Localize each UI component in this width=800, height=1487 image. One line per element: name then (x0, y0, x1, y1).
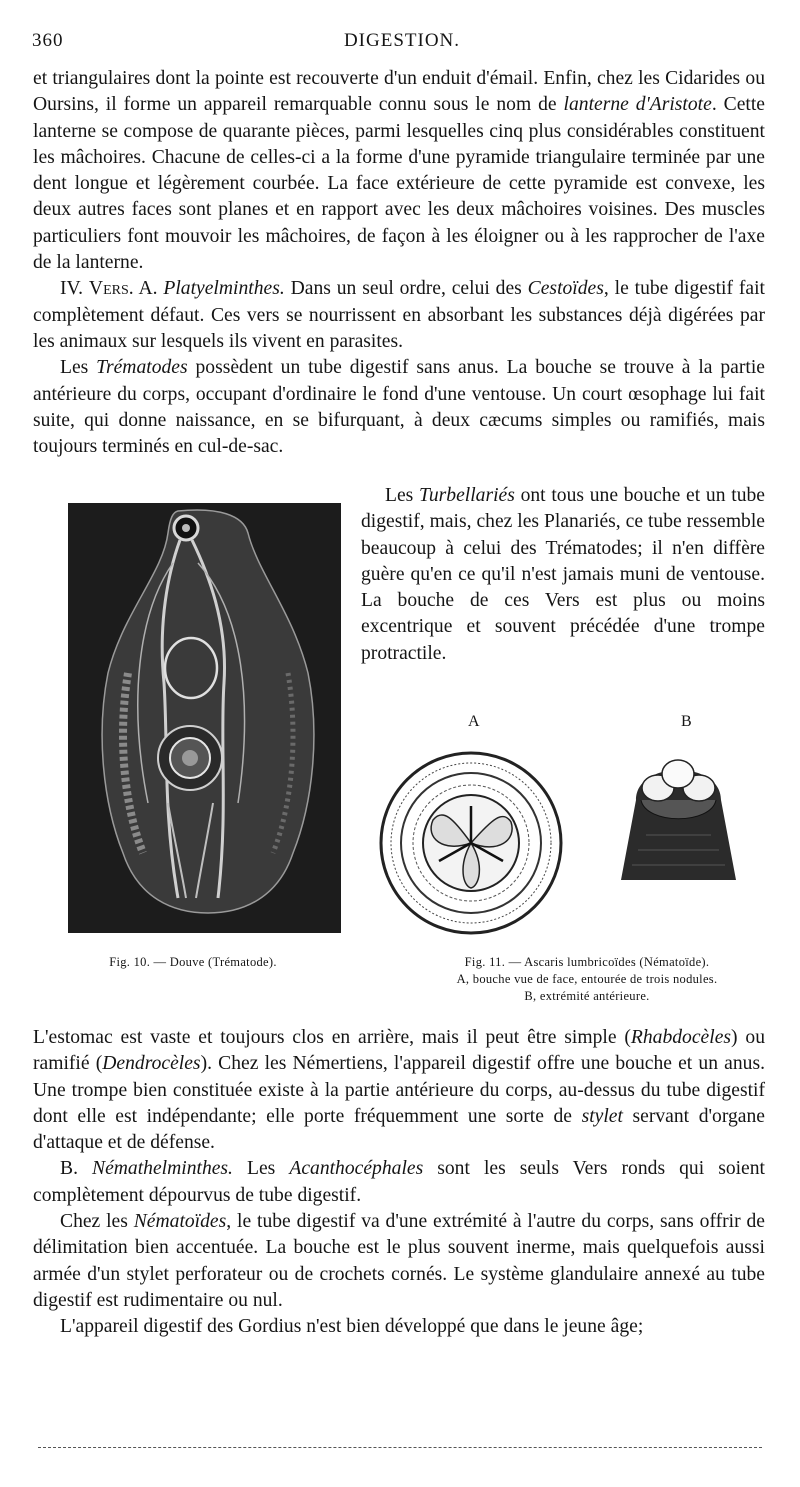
fig11b-anterior-engraving (616, 740, 741, 880)
running-title: DIGESTION. (343, 30, 461, 51)
fig11-caption-line1: Fig. 11. — Ascaris lumbricoïdes (Nématoïde). (464, 955, 710, 969)
fig11-caption-line2: A, bouche vue de face, entourée de trois nodules. (456, 972, 718, 986)
footer-rule (38, 1447, 762, 1448)
fig11-label-b: B (681, 713, 692, 730)
paragraph-nematoides: Chez les Nématoïdes, le tube digestif va d'une extrémité à l'autre du corps, sans offrir de délimitation bien accentuée. La bouche est le plus souvent inerme, mais quelquefois aussi armée d'un stylet perforateur ou de crochets cornés. Le système glandulaire annexé au tube digestif est rudimentaire ou nul. (33, 1211, 765, 1311)
fig10-douve-engraving (68, 503, 341, 933)
fig10-caption: Fig. 10. — Douve (Trématode). (109, 955, 277, 969)
paragraph-lanterne: et triangulaires dont la pointe est recouverte d'un enduit d'émail. Enfin, chez les Cidarides ou Oursins, il forme un appareil remarquable connu sous le nom de lanterne d'Aristote. Cette lanterne se compose de quarante pièces, parmi lesquelles cinq plus considérables constituent les mâchoires. Chacune de celles-ci a la forme d'une pyramide triangulaire terminée par une dent longue et légèrement courbée. La face extérieure de cette pyramide est convexe, les deux autres faces sont planes et en rapport avec les deux mâchoires voisines. Des muscles particuliers font mouvoir les mâchoires, de façon à les éloigner ou à les rapprocher de l'axe de la lanterne. (33, 68, 765, 274)
fig11-caption-line3: B, extrémité antérieure. (524, 989, 650, 1003)
fig11-caption (392, 954, 782, 1005)
fig11-label-a: A (468, 713, 480, 730)
paragraph-estomac: L'estomac est vaste et toujours clos en arrière, mais il peut être simple (Rhabdocèles) ou ramifié (Dendrocèles). Chez les Némertiens, l'appareil digestif offre une bouche et un anus. Une trompe bien constituée existe à la partie antérieure du corps, au-dessus du tube digestif dont elle est indépendante; elle porte fréquemment une sorte de stylet servant d'organe d'attaque et de défense. (33, 1027, 765, 1154)
page-header (32, 30, 772, 60)
text-block-top (33, 66, 765, 460)
page-number: 360 (32, 30, 64, 51)
paragraph-turbellaries: Les Turbellariés ont tous une bouche et un tube digestif, mais, chez les Planariés, ce tube ressemble beaucoup à celui des Trématodes; il n'en diffère guère qu'en ce qu'il n'est jamais muni de ventouse. La bouche de ces Vers est plus ou moins excentrique et souvent précédée d'une trompe protractile. (361, 485, 765, 664)
paragraph-vers: IV. Vers. A. Platyelminthes. Dans un seul ordre, celui des Cestoïdes, le tube digestif fait complètement défaut. Ces vers se nourrissent en absorbant les substances déjà digérées par les animaux sur lesquels ils vivent en parasites. (33, 278, 765, 352)
fig11a-mouth-engraving (373, 748, 569, 938)
paragraph-trematodes: Les Trématodes possèdent un tube digestif sans anus. La bouche se trouve à la partie antérieure du corps, occupant d'ordinaire le fond d'une ventouse. Un court œsophage lui fait suite, qui donne naissance, en se bifurquant, à deux cæcums simples ou ramifiés, mais toujours terminés en cul-de-sac. (33, 357, 765, 458)
text-block-bottom (33, 1025, 765, 1341)
paragraph-gordius: L'appareil digestif des Gordius n'est bien développé que dans le jeune âge; (60, 1316, 644, 1338)
paragraph-nemathelminthes: B. Némathelminthes. Les Acanthocéphales sont les seuls Vers ronds qui soient complètement dépourvus de tube digestif. (33, 1158, 765, 1206)
